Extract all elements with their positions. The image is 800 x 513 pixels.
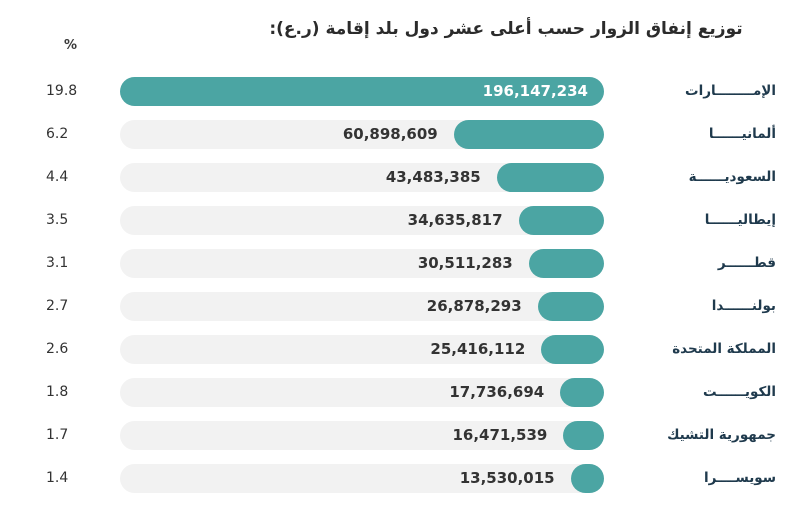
row-percent: 2.7 (46, 298, 69, 314)
row-percent: 2.6 (46, 341, 69, 357)
row-percent: 6.2 (46, 126, 69, 142)
country-label: السعوديــــــة (688, 169, 776, 185)
bar (454, 120, 604, 149)
bar (541, 335, 604, 364)
row-percent: 1.7 (46, 427, 69, 443)
bar-track (120, 421, 604, 450)
bar-value-label: 196,147,234 (482, 82, 588, 100)
bar (497, 163, 604, 192)
bar-track (120, 206, 604, 235)
country-label: بولنــــــدا (711, 298, 776, 314)
bar-track (120, 464, 604, 493)
bar (571, 464, 604, 493)
bar-track (120, 163, 604, 192)
bar-value-label: 34,635,817 (407, 211, 503, 229)
bar-track (120, 335, 604, 364)
percent-column-header: % (64, 38, 78, 53)
bar-value-label: 17,736,694 (449, 383, 545, 401)
bar (560, 378, 604, 407)
bar-value-label: 26,878,293 (426, 297, 522, 315)
bar-value-label: 30,511,283 (417, 254, 513, 272)
chart-row (0, 199, 800, 242)
country-label: جمهورية التشيك (667, 427, 776, 443)
bar-rows (0, 70, 800, 500)
country-label: المملكة المتحدة (672, 341, 776, 357)
country-label: الإمــــــــارات (685, 83, 776, 99)
country-label: الكويــــــت (702, 384, 776, 400)
bar-value-label: 60,898,609 (342, 125, 438, 143)
chart-row (0, 113, 800, 156)
country-label: إيطاليــــــا (704, 212, 776, 228)
chart-title: توزيع إنفاق الزوار حسب أعلى عشر دول بلد إقامة (ر.ع): (269, 19, 743, 39)
chart-row (0, 328, 800, 371)
chart-row (0, 70, 800, 113)
chart-row (0, 414, 800, 457)
bar-track (120, 249, 604, 278)
row-percent: 4.4 (46, 169, 69, 185)
bar (529, 249, 604, 278)
bar-track (120, 378, 604, 407)
bar (538, 292, 604, 321)
country-label: ألمانيــــــا (708, 126, 776, 142)
row-percent: 19.8 (46, 83, 78, 99)
bar (563, 421, 604, 450)
row-percent: 1.8 (46, 384, 69, 400)
row-percent: 1.4 (46, 470, 69, 486)
chart-row (0, 285, 800, 328)
chart-row (0, 457, 800, 500)
bar-track (120, 77, 604, 106)
bar-value-label: 25,416,112 (430, 340, 526, 358)
bar-track (120, 292, 604, 321)
row-percent: 3.5 (46, 212, 69, 228)
row-percent: 3.1 (46, 255, 69, 271)
chart-row (0, 371, 800, 414)
bar-value-label: 43,483,385 (385, 168, 481, 186)
bar-value-label: 16,471,539 (452, 426, 548, 444)
bar-track (120, 120, 604, 149)
chart-row (0, 242, 800, 285)
country-label: قطــــــر (717, 255, 776, 271)
bar-value-label: 13,530,015 (459, 469, 555, 487)
bar (519, 206, 604, 235)
country-label: سويســــرا (703, 470, 776, 486)
chart-row (0, 156, 800, 199)
